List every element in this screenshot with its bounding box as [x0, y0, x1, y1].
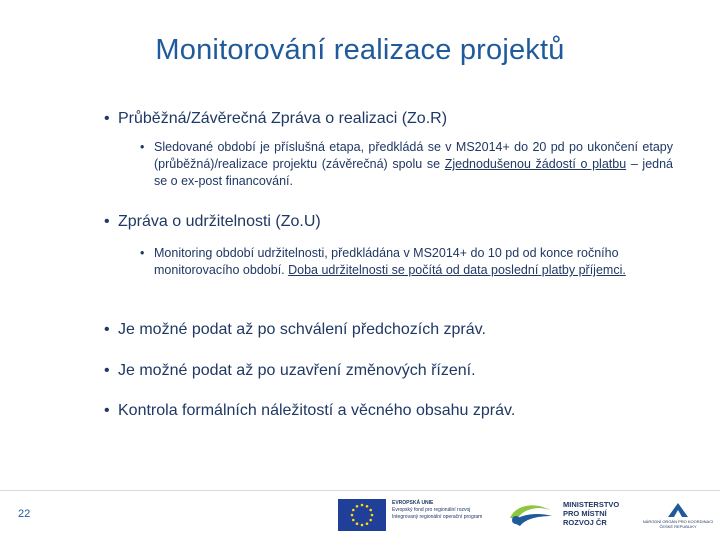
nok-line-2: ČESKÉ REPUBLIKY	[659, 524, 697, 529]
bullet-marker: •	[104, 213, 110, 230]
sub-zou-part1: Monitoring období udržitelnosti, předkládána v MS2014+ do 10 pd od konce ročního monitorovacího období.	[154, 246, 619, 277]
bullet-zor-text: Průběžná/Závěrečná Zpráva o realizaci (Zo.R)	[118, 110, 448, 127]
bullet-zou	[104, 213, 321, 231]
footer-divider	[0, 490, 720, 491]
bullet-change	[104, 362, 476, 380]
sub-bullet-zou	[140, 245, 673, 279]
nok-logo-text	[640, 519, 716, 529]
nok-line-1: NÁRODNÍ ORGÁN PRO KOORDINACI	[642, 519, 714, 524]
bullet-approval-text: Je možné podat až po schválení předchozích zpráv.	[118, 321, 486, 338]
mmr-line-1: MINISTERSTVO	[563, 500, 620, 509]
bullet-marker: •	[104, 402, 110, 419]
sub-bullet-marker: •	[140, 140, 145, 154]
bullet-change-text: Je možné podat až po uzavření změnových řízení.	[118, 362, 476, 379]
mmr-logo	[563, 500, 619, 527]
eu-logo-text	[392, 500, 502, 521]
mmr-line-2: PRO MÍSTNÍ	[563, 509, 607, 518]
slide-title: Monitorování realizace projektů	[155, 34, 565, 66]
eu-line-3: Integrovaný regionální operační program	[392, 514, 483, 520]
bullet-zor	[104, 110, 447, 128]
eu-line-2: Evropský fond pro regionální rozvoj	[392, 507, 471, 513]
bullet-approval	[104, 321, 486, 339]
bullet-marker: •	[104, 321, 110, 338]
nok-logo-icon	[640, 499, 716, 519]
sub-bullet-zou-text	[154, 245, 673, 279]
bullet-marker: •	[104, 110, 110, 127]
bullet-marker: •	[104, 362, 110, 379]
page-number: 22	[18, 508, 31, 520]
eu-line-1: EVROPSKÁ UNIE	[392, 500, 434, 506]
sub-bullet-marker: •	[140, 246, 145, 260]
sub-zor-part1: Sledované období je příslušná etapa, předkládá se v MS2014+ do 20 pd po ukončení etapy (průběžná)/realizace projektu (závěrečná) spolu se	[154, 140, 673, 171]
bullet-control-text: Kontrola formálních náležitostí a věcného obsahu zpráv.	[118, 402, 516, 419]
eu-flag-icon	[338, 499, 386, 531]
irop-swirl-logo-icon	[506, 500, 556, 530]
sub-bullet-zor	[140, 139, 673, 190]
sub-zor-underlined: Zjednodušenou žádostí o platbu	[444, 157, 627, 171]
sub-zou-underlined: Doba udržitelnosti se počítá od data poslední platby příjemci.	[288, 263, 626, 277]
bullet-zou-text: Zpráva o udržitelnosti (Zo.U)	[118, 213, 321, 230]
sub-bullet-zor-text	[154, 139, 673, 190]
bullet-control	[104, 402, 515, 420]
mmr-line-3: ROZVOJ ČR	[563, 518, 607, 527]
sub-zor-part2: – jedná se o ex-post financování.	[154, 157, 673, 188]
